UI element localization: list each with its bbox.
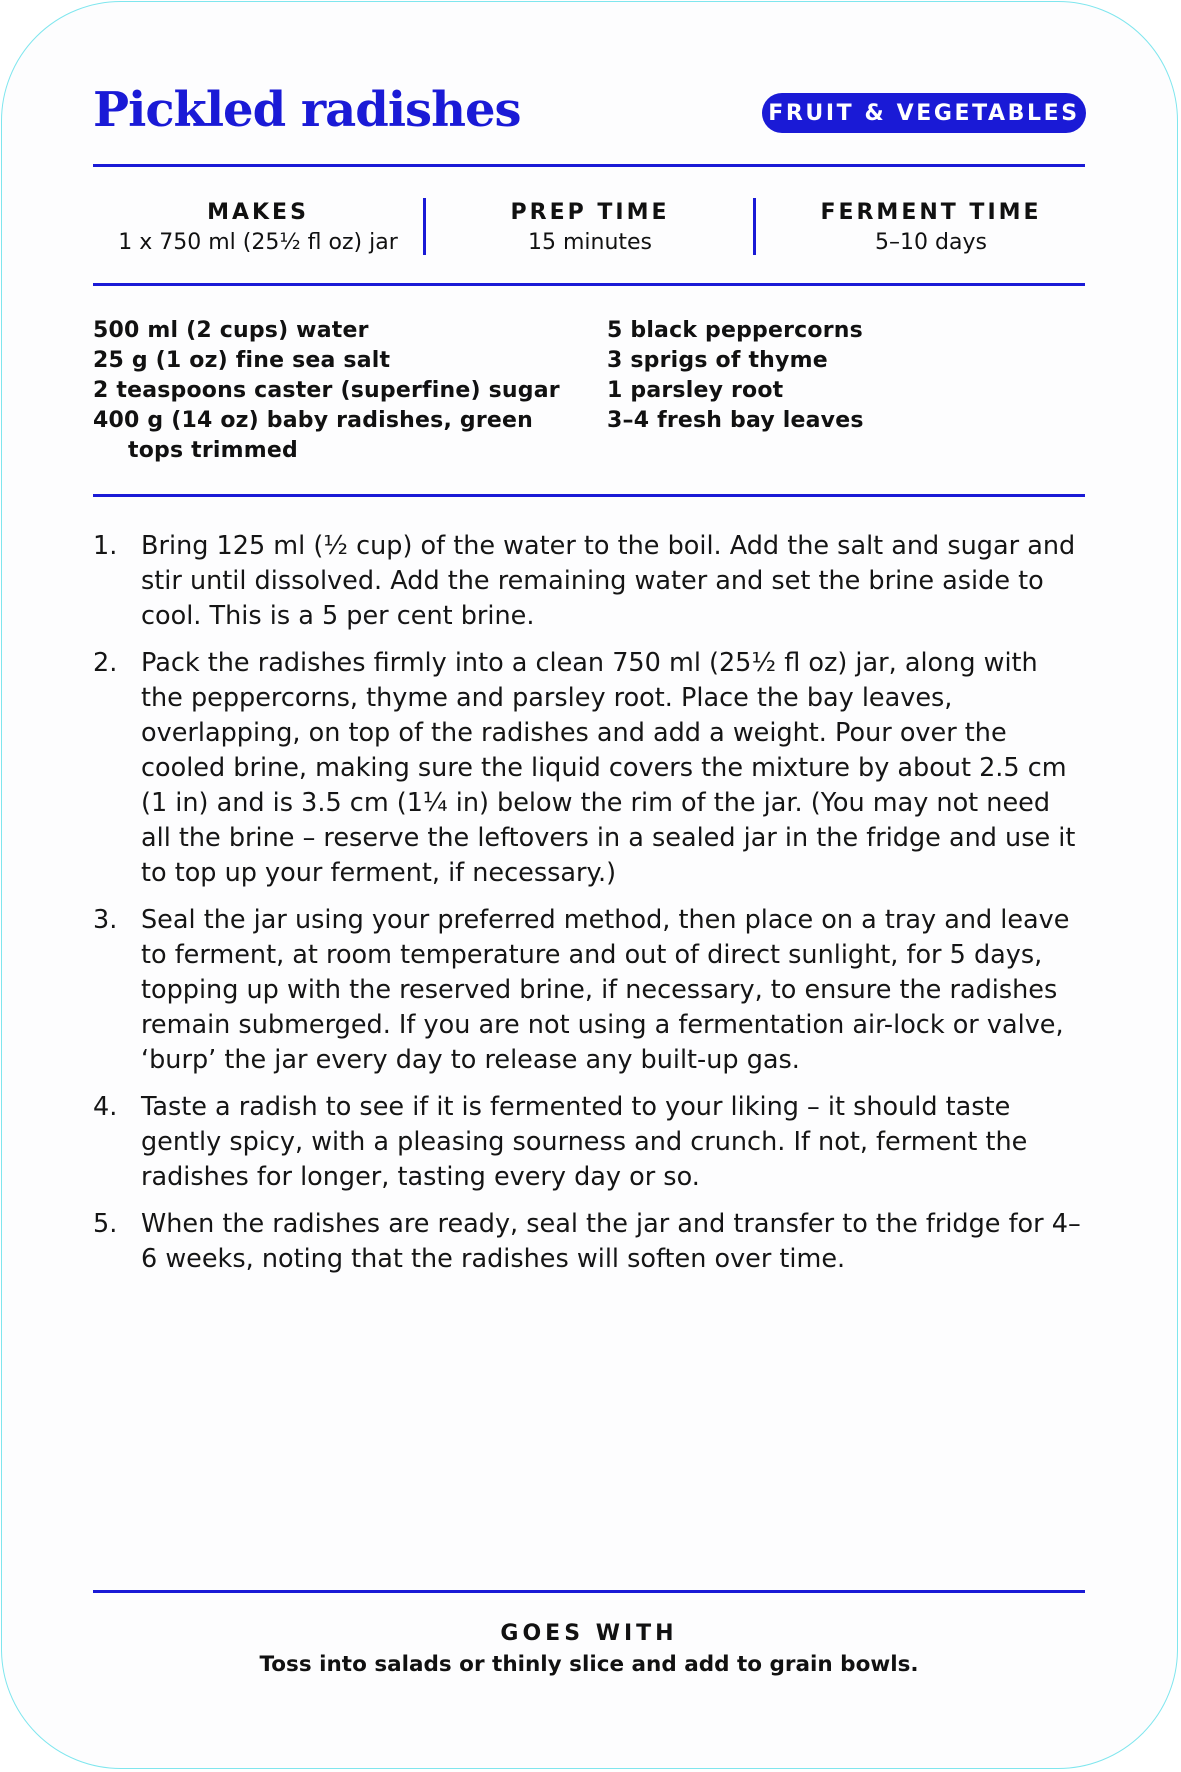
step-number: 2. [93,648,118,678]
divider [93,164,1085,167]
goes-with-label: GOES WITH [500,1621,678,1646]
ingredient-item: 3–4 fresh bay leaves [607,408,864,433]
method-step [93,646,1083,891]
ferment-time-info [766,198,1096,258]
prep-time-label: PREP TIME [510,200,670,225]
ferment-time-label: FERMENT TIME [820,200,1042,225]
step-text: Pack the radishes firmly into a clean 750 ml (25½ fl oz) jar, along with the peppercorns, thyme and parsley root. Place the bay leaves, overlapping, on top of the radishes and add a weight. Pour over the cooled brine, making sure the liquid covers the mixture by about 2.5 cm (1 in) and is 3.5 cm (1¼ in) below the rim of the jar. (You may not need all the brine – reserve the leftovers in a sealed jar in the fridge and use it to top up your ferment, if necessary.) [141,648,1076,888]
prep-time-value: 15 minutes [527,230,653,255]
method-steps [93,529,1083,1289]
ingredient-line: 400 g (14 oz) baby radishes, green [93,408,533,433]
step-number: 4. [93,1092,118,1122]
ingredient-item: 25 g (1 oz) fine sea salt [93,348,391,373]
makes-value: 1 x 750 ml (25½ fl oz) jar [118,230,398,255]
method-step [93,529,1083,634]
prep-time-info [425,198,755,258]
step-text: Taste a radish to see if it is fermented to your liking – it should taste gently spicy, with a pleasing sourness and crunch. If not, ferment the radishes for longer, tasting every day or so. [141,1092,1028,1192]
step-number: 1. [93,531,118,561]
method-step [93,1207,1083,1277]
step-text: When the radishes are ready, seal the jar and transfer to the fridge for 4–6 weeks, noting that the radishes will soften over time. [141,1209,1081,1274]
ferment-time-value: 5–10 days [875,230,987,255]
method-step [93,1090,1083,1195]
step-number: 5. [93,1209,118,1239]
category-badge: FRUIT & VEGETABLES [762,93,1086,133]
divider [93,283,1085,286]
step-number: 3. [93,905,118,935]
ingredients-list-left [93,316,593,466]
goes-with-text: Toss into salads or thinly slice and add to grain bowls. [259,1652,919,1677]
makes-info [93,198,423,258]
ingredient-item: 2 teaspoons caster (superfine) sugar [93,378,560,403]
ingredient-line-continued: tops trimmed [128,438,298,463]
ingredient-item [93,406,593,466]
divider [93,494,1085,497]
ingredient-item: 5 black peppercorns [607,318,863,343]
step-text: Seal the jar using your preferred method, then place on a tray and leave to ferment, at room temperature and out of direct sunlight, for 5 days, topping up with the reserved brine, if necessary, to ensure the radishes remain submerged. If you are not using a fermentation air-lock or valve, ‘burp’ the jar every day to release any built-up gas. [141,905,1070,1075]
page-title: Pickled radishes [93,82,521,138]
makes-label: MAKES [207,200,309,225]
ingredients-list-right [607,316,1077,436]
vertical-divider [753,198,756,255]
step-text: Bring 125 ml (½ cup) of the water to the boil. Add the salt and sugar and stir until dissolved. Add the remaining water and set the brine aside to cool. This is a 5 per cent brine. [141,531,1076,631]
ingredient-item: 1 parsley root [607,378,784,403]
ingredient-item: 500 ml (2 cups) water [93,318,369,343]
ingredient-item: 3 sprigs of thyme [607,348,828,373]
divider [93,1590,1085,1593]
method-step [93,903,1083,1078]
